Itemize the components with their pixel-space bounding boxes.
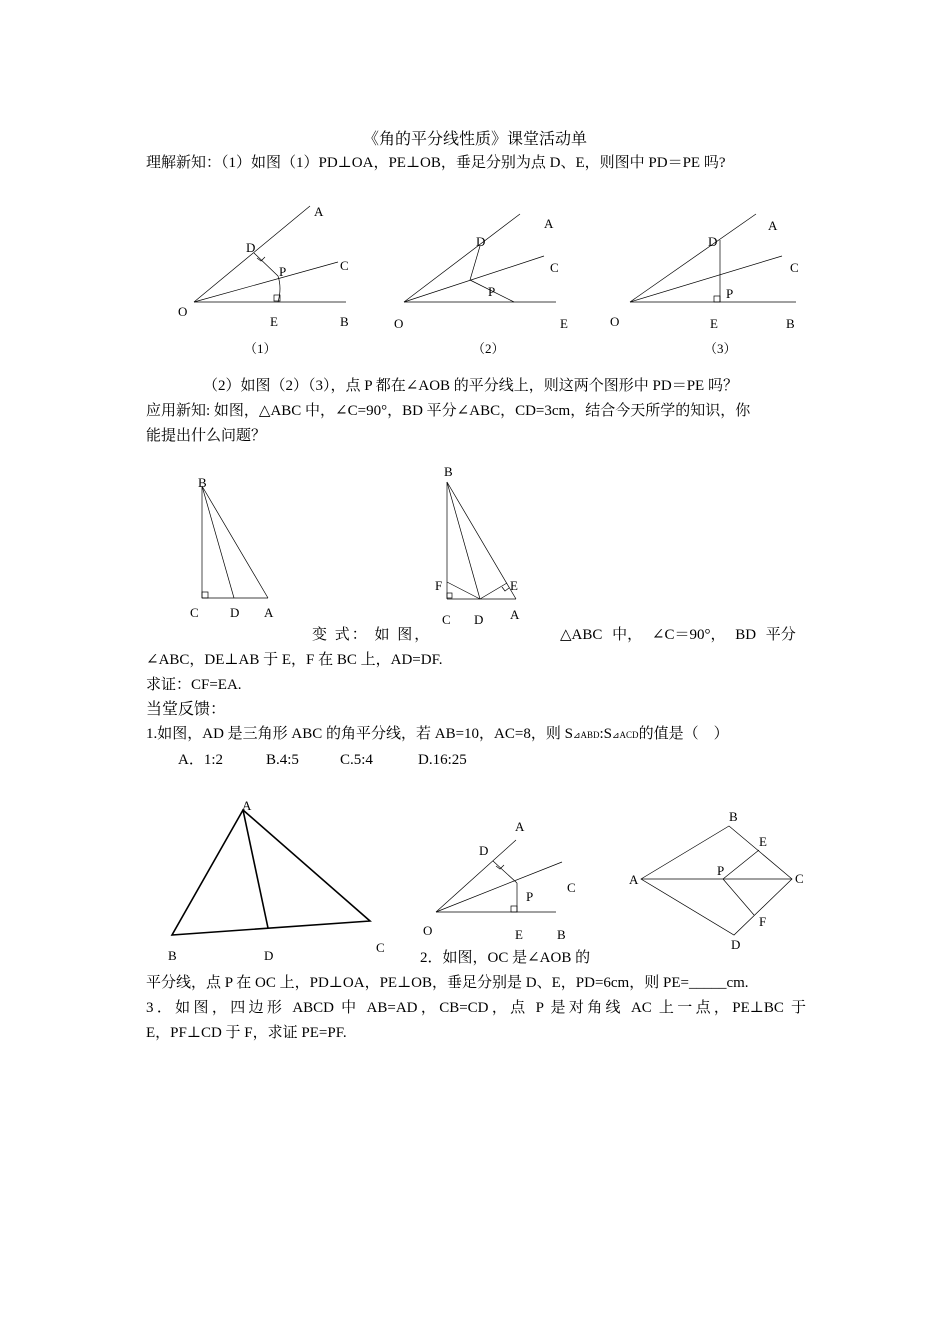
label-D: D bbox=[708, 234, 718, 249]
label-B: B bbox=[168, 948, 177, 963]
figure-triangle-bisector bbox=[160, 795, 400, 965]
q1-mid: :S bbox=[599, 726, 613, 742]
label-E: E bbox=[510, 578, 518, 593]
q1-option-a: A．1:2 bbox=[178, 752, 224, 768]
question-2-line-1: 2．如图，OC 是∠AOB 的 bbox=[420, 950, 591, 966]
label-C: C bbox=[567, 880, 576, 895]
label-C: C bbox=[795, 871, 804, 886]
label-A: A bbox=[242, 798, 252, 813]
figure-variant-triangle bbox=[430, 460, 540, 630]
page-title: 《角的平分线性质》课堂活动单 bbox=[362, 131, 587, 148]
question-3-line-2: E，PF⊥CD 于 F，求证 PE=PF. bbox=[146, 1025, 347, 1041]
label-O: O bbox=[178, 304, 188, 319]
label-A: A bbox=[510, 607, 520, 622]
label-O: O bbox=[610, 314, 620, 329]
label-B: B bbox=[340, 314, 349, 329]
label-E: E bbox=[560, 316, 568, 331]
label-P: P bbox=[488, 284, 496, 299]
label-A: A bbox=[629, 872, 639, 887]
q1-option-c: C.5:4 bbox=[340, 752, 373, 768]
label-A: A bbox=[544, 216, 554, 231]
q1-option-b: B.4:5 bbox=[266, 752, 299, 768]
question-understand-2: （2）如图（2）（3），点 P 都在∠AOB 的平分线上，则这两个图形中 PD＝PE 吗？ bbox=[203, 378, 738, 394]
label-O: O bbox=[394, 316, 404, 331]
label-B: B bbox=[198, 475, 207, 490]
label-C: C bbox=[442, 612, 451, 627]
figure-right-triangle bbox=[180, 470, 300, 630]
q1-prefix: 1.如图，AD 是三角形 ABC 的角平分线，若 AB=10，AC=8，则 S bbox=[146, 726, 573, 742]
label-B: B bbox=[786, 316, 795, 331]
label-A: A bbox=[768, 218, 778, 233]
label-C: C bbox=[376, 940, 385, 955]
label-D: D bbox=[246, 240, 256, 255]
label-P: P bbox=[717, 863, 725, 878]
figure-2 bbox=[390, 198, 590, 358]
figure-question-2 bbox=[415, 815, 605, 945]
question-3-line-1: 3．如图，四边形 ABCD 中 AB=AD，CB=CD，点 P 是对角线 AC 上一点，PE⊥BC 于 bbox=[146, 1000, 806, 1016]
q1-option-d: D.16:25 bbox=[418, 752, 467, 768]
label-E: E bbox=[710, 316, 718, 331]
label-B: B bbox=[444, 464, 453, 479]
label-A: A bbox=[314, 204, 324, 219]
label-F: F bbox=[435, 578, 443, 593]
caption-2: （2） bbox=[472, 341, 505, 356]
label-E: E bbox=[515, 927, 523, 942]
label-E: E bbox=[270, 314, 278, 329]
label-P: P bbox=[526, 889, 534, 904]
figure-1 bbox=[170, 198, 370, 358]
figure-question-3 bbox=[625, 805, 815, 955]
label-B: B bbox=[557, 927, 566, 942]
variant-text-right: △ABC 中， ∠C＝90°， BD 平分 bbox=[560, 627, 796, 643]
caption-3: （3） bbox=[704, 341, 737, 356]
q1-sub-abd: ⊿ABD bbox=[572, 730, 600, 740]
label-C: C bbox=[790, 260, 799, 275]
question-apply-line-1: 应用新知: 如图，△ABC 中，∠C=90°，BD 平分∠ABC，CD=3cm，结合今天所学的知识，你 bbox=[146, 403, 751, 419]
question-1 bbox=[146, 724, 729, 745]
label-C: C bbox=[190, 605, 199, 620]
label-F: F bbox=[759, 914, 767, 929]
caption-1: （1） bbox=[244, 341, 277, 356]
label-D: D bbox=[476, 234, 486, 249]
label-B: B bbox=[729, 809, 738, 824]
label-A: A bbox=[264, 605, 274, 620]
label-C: C bbox=[550, 260, 559, 275]
label-D: D bbox=[230, 605, 240, 620]
label-P: P bbox=[279, 264, 287, 279]
q1-suffix: 的值是（ ） bbox=[638, 726, 729, 742]
label-O: O bbox=[423, 923, 433, 938]
variant-text-left: 变 式： 如 图， bbox=[312, 627, 432, 643]
label-P: P bbox=[726, 286, 734, 301]
figure-3 bbox=[610, 198, 810, 358]
label-D: D bbox=[479, 843, 489, 858]
q1-sub-acd: ⊿ACD bbox=[612, 730, 639, 740]
label-D: D bbox=[474, 612, 484, 627]
variant-line-2: ∠ABC，DE⊥AB 于 E，F 在 BC 上，AD=DF. bbox=[146, 652, 443, 668]
feedback-heading: 当堂反馈： bbox=[146, 701, 227, 718]
question-2-line-2: 平分线，点 P 在 OC 上，PD⊥OA，PE⊥OB，垂足分别是 D、E，PD=6cm，则 PE=_____cm. bbox=[146, 975, 749, 991]
label-A: A bbox=[515, 819, 525, 834]
question-apply-line-2: 能提出什么问题？ bbox=[146, 428, 267, 444]
question-understand-1: 理解新知：（1）如图（1）PD⊥OA，PE⊥OB，垂足分别为点 D、E，则图中 PD＝PE 吗? bbox=[146, 155, 726, 171]
label-D: D bbox=[731, 937, 741, 952]
label-C: C bbox=[340, 258, 349, 273]
variant-line-3: 求证：CF=EA. bbox=[146, 677, 242, 693]
label-E: E bbox=[759, 834, 767, 849]
label-D: D bbox=[264, 948, 274, 963]
